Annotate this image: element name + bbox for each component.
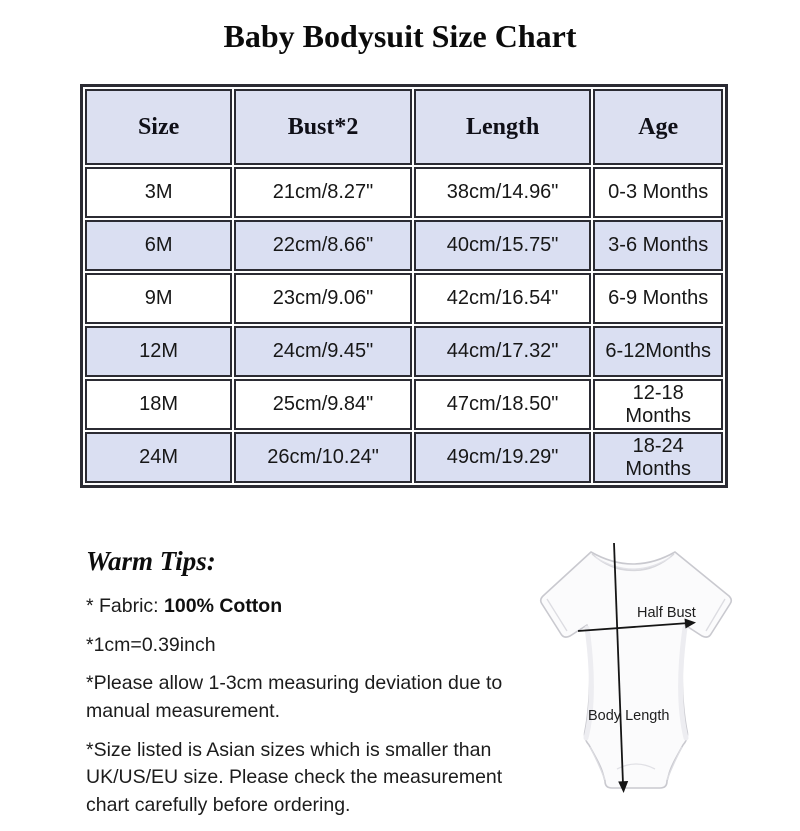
table-row [85, 220, 723, 271]
bodysuit-outline [541, 552, 732, 788]
table-header-row [85, 89, 723, 165]
tip-item: *Size listed is Asian sizes which is smaller than UK/US/EU size. Please check the measurement chart carefully before ordering. [86, 738, 503, 817]
column-header: Length [414, 89, 592, 165]
table-cell: 0-3 Months [593, 167, 723, 218]
table-cell: 9M [85, 273, 232, 324]
table-cell: 6-9 Months [593, 273, 723, 324]
page-title: Baby Bodysuit Size Chart [223, 18, 577, 54]
table-cell: 23cm/9.06" [234, 273, 412, 324]
table-row [85, 432, 723, 483]
table-cell: 12M [85, 326, 232, 377]
table-cell: 6M [85, 220, 232, 271]
table-cell: 18-24 Months [593, 432, 723, 483]
warm-tips-heading: Warm Tips: [86, 546, 216, 576]
tip-item: * Fabric: 100% Cotton [86, 595, 283, 617]
column-header: Age [593, 89, 723, 165]
table-cell: 22cm/8.66" [234, 220, 412, 271]
warm-tips-list [86, 593, 531, 820]
table-cell: 3M [85, 167, 232, 218]
table-row [85, 167, 723, 218]
tip-bold-text: 100% Cotton [164, 595, 283, 617]
body-length-label: Body Length [588, 708, 670, 724]
table-cell: 40cm/15.75" [414, 220, 592, 271]
table-cell: 24M [85, 432, 232, 483]
table-cell: 6-12Months [593, 326, 723, 377]
tip-item: *Please allow 1-3cm measuring deviation due to manual measurement. [86, 672, 503, 723]
table-cell: 47cm/18.50" [414, 379, 592, 430]
table-cell: 26cm/10.24" [234, 432, 412, 483]
column-header: Bust*2 [234, 89, 412, 165]
size-chart-table [80, 84, 728, 488]
bodysuit-illustration [541, 552, 732, 788]
warm-tips-section [86, 546, 531, 831]
table-cell: 21cm/8.27" [234, 167, 412, 218]
table-cell: 24cm/9.45" [234, 326, 412, 377]
half-bust-label: Half Bust [637, 605, 696, 621]
table-cell: 49cm/19.29" [414, 432, 592, 483]
column-header: Size [85, 89, 232, 165]
table-cell: 3-6 Months [593, 220, 723, 271]
table-cell: 42cm/16.54" [414, 273, 592, 324]
table-row [85, 273, 723, 324]
table-cell: 25cm/9.84" [234, 379, 412, 430]
table-cell: 12-18 Months [593, 379, 723, 430]
tip-item: *1cm=0.39inch [86, 633, 216, 656]
table-cell: 38cm/14.96" [414, 167, 592, 218]
table-row [85, 379, 723, 430]
bodysuit-measurement-diagram [533, 540, 745, 800]
table-row [85, 326, 723, 377]
table-cell: 18M [85, 379, 232, 430]
table-cell: 44cm/17.32" [414, 326, 592, 377]
